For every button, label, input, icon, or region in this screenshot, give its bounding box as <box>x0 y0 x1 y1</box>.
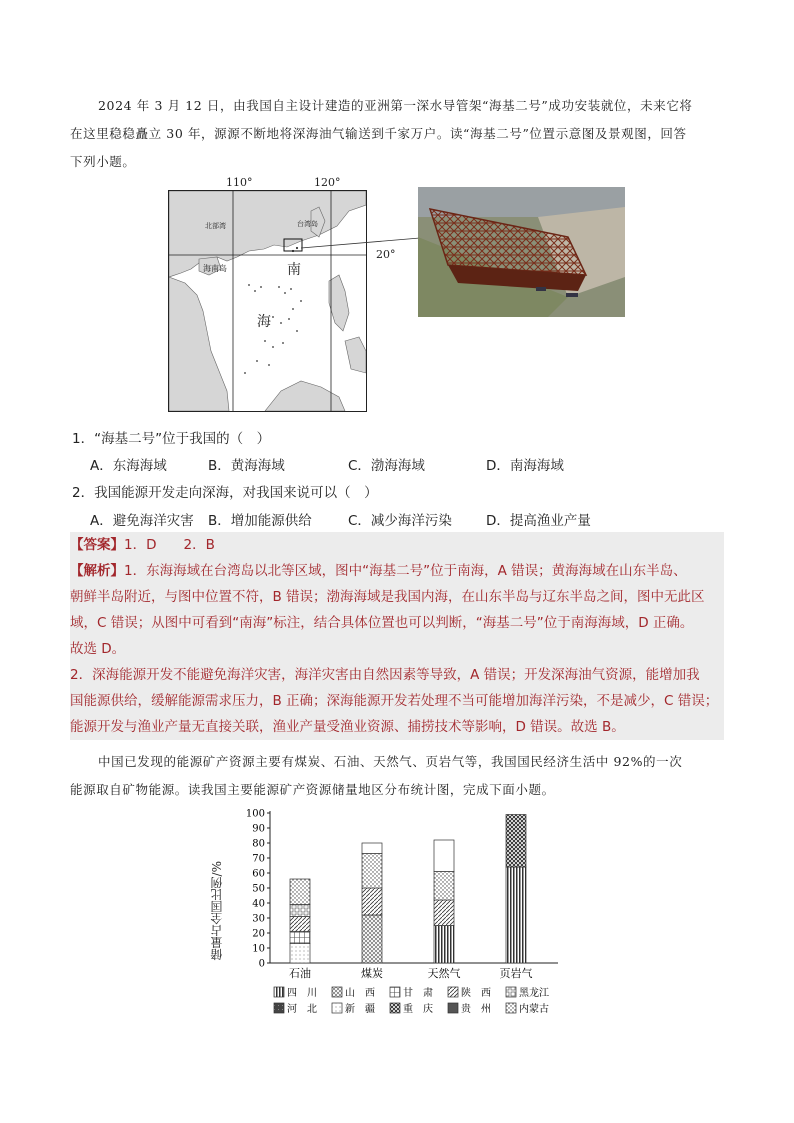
y-tick-label: 40 <box>252 898 265 910</box>
analysis-line-7: 能源开发与渔业产量无直接关联，渔业产量受渔业资源、捕捞技术等影响，D 错误。故选 B。 <box>70 719 625 735</box>
analysis-line-2: 朝鲜半岛附近，与图中位置不符，B 错误；渤海海域是我国内海，在山东半岛与辽东半岛之间，图中无此区 <box>70 589 705 605</box>
legend-label: 黑龙江 <box>519 988 549 999</box>
analysis-line-6: 国能源供给，缓解能源需求压力，B 正确；深海能源开发若处理不当可能增加海洋污染，不是减少，C 错误； <box>70 693 719 709</box>
legend-swatch <box>448 1003 458 1013</box>
bar-segment <box>290 944 310 964</box>
label-nan: 南 <box>287 262 301 278</box>
legend-label: 贵 州 <box>461 1004 491 1015</box>
analysis-block <box>70 558 724 740</box>
label-beibu: 北部湾 <box>205 222 226 230</box>
x-axis-labels <box>289 966 533 980</box>
lon-120-label: 120° <box>314 176 341 189</box>
bar-segment <box>362 843 382 854</box>
legend-swatch <box>448 987 458 997</box>
y-tick-label: 80 <box>252 838 265 850</box>
x-category-label: 天然气 <box>427 967 461 980</box>
bar-segment <box>290 905 310 917</box>
intro1-line2: 在这里稳稳矗立 30 年，源源不断地将深海油气输送到千家万户。读“海基二号”位置示意图及景观图，回答 <box>70 126 687 141</box>
label-hainan: 海南岛 <box>203 264 227 273</box>
answer-tag: 【答案】 <box>70 537 124 553</box>
legend-label: 甘 肃 <box>403 988 433 999</box>
chart-svg <box>222 805 562 1025</box>
analysis-tag: 【解析】 <box>70 563 124 579</box>
legend-swatch <box>274 987 284 997</box>
bar-segment <box>290 879 310 905</box>
analysis-line-1: 1．东海海域在台湾岛以北等区域，图中“海基二号”位于南海，A 错误；黄海海域在山东半岛、 <box>124 563 687 579</box>
energy-reserve-chart <box>210 805 562 1025</box>
bar-segment <box>290 932 310 944</box>
map-pointer-line <box>0 0 794 400</box>
bar-segment <box>506 867 526 963</box>
bar-segment <box>434 926 454 964</box>
bar-segment <box>434 872 454 901</box>
analysis-line-4: 故选 D。 <box>70 641 126 657</box>
bars <box>290 815 526 964</box>
label-taiwan: 台湾岛 <box>297 220 318 228</box>
bar-segment <box>434 900 454 926</box>
bar-segment <box>362 915 382 963</box>
q1-option-d[interactable]: D．南海海域 <box>486 458 564 474</box>
legend-swatch <box>506 1003 516 1013</box>
legend-swatch <box>332 987 342 997</box>
intro2-line1: 中国已发现的能源矿产资源主要有煤炭、石油、天然气、页岩气等，我国国民经济生活中 92%的一次 <box>98 754 683 769</box>
legend <box>274 986 549 1015</box>
bar-segment <box>434 840 454 872</box>
y-tick-label: 20 <box>252 928 265 940</box>
legend-swatch <box>390 987 400 997</box>
question-1-stem: 1．“海基二号”位于我国的（ ） <box>72 431 271 447</box>
legend-swatch <box>332 1003 342 1013</box>
bar-segment <box>362 888 382 915</box>
y-tick-label: 100 <box>245 808 265 820</box>
q2-option-b[interactable]: B．增加能源供给 <box>208 513 312 529</box>
bar-segment <box>362 854 382 889</box>
y-tick-label: 90 <box>252 823 265 835</box>
q2-option-d[interactable]: D．提高渔业产量 <box>486 513 591 529</box>
legend-label: 陕 西 <box>461 988 491 999</box>
q2-option-a[interactable]: A．避免海洋灾害 <box>90 513 194 529</box>
legend-label: 新 疆 <box>345 1004 375 1015</box>
legend-label: 内蒙古 <box>519 1004 549 1015</box>
lat-20-label: 20° <box>376 248 396 261</box>
legend-label: 四 川 <box>287 988 317 999</box>
legend-swatch <box>274 1003 284 1013</box>
intro1-line1: 2024 年 3 月 12 日，由我国自主设计建造的亚洲第一深水导管架“海基二号”成功安装就位，未来它将 <box>98 98 693 113</box>
x-category-label: 页岩气 <box>499 967 533 980</box>
x-category-label: 石油 <box>289 967 311 980</box>
bar-segment <box>506 815 526 868</box>
q1-option-c[interactable]: C．渤海海域 <box>348 458 425 474</box>
y-tick-label: 50 <box>252 883 265 895</box>
y-tick-label: 0 <box>258 958 265 970</box>
legend-swatch <box>390 1003 400 1013</box>
answer-text: 1．D 2．B <box>124 537 215 553</box>
legend-label: 重 庆 <box>403 1004 433 1015</box>
jacket-photo <box>418 187 625 317</box>
y-tick-label: 60 <box>252 868 265 880</box>
analysis-line-3: 域，C 错误；从图中可看到“南海”标注，结合具体位置也可以判断，“海基二号”位于南海海域，D 正确。 <box>70 615 694 631</box>
q2-option-c[interactable]: C．减少海洋污染 <box>348 513 452 529</box>
q1-option-b[interactable]: B．黄海海域 <box>208 458 285 474</box>
y-tick-label: 10 <box>252 943 265 955</box>
chart-ylabel: 储量占全国比例/% <box>210 861 224 961</box>
intro2-line2: 能源取自矿物能源。读我国主要能源矿产资源储量地区分布统计图，完成下面小题。 <box>70 782 555 797</box>
x-category-label: 煤炭 <box>361 967 383 980</box>
lon-110-label: 110° <box>226 176 253 189</box>
legend-label: 河 北 <box>287 1004 317 1015</box>
legend-label: 山 西 <box>345 988 375 999</box>
label-hai: 海 <box>257 314 271 330</box>
q1-option-a[interactable]: A．东海海域 <box>90 458 167 474</box>
y-tick-label: 30 <box>252 913 265 925</box>
y-tick-label: 70 <box>252 853 265 865</box>
legend-swatch <box>506 987 516 997</box>
answer-line <box>70 532 724 558</box>
intro1-line3: 下列小题。 <box>70 154 136 169</box>
intro-paragraph-2 <box>70 748 724 804</box>
analysis-line-5: 2．深海能源开发不能避免海洋灾害，海洋灾害由自然因素等导致，A 错误；开发深海油气资源，能增加我 <box>70 667 700 683</box>
bar-segment <box>290 917 310 932</box>
question-2-stem: 2．我国能源开发走向深海，对我国来说可以（ ） <box>72 485 378 501</box>
